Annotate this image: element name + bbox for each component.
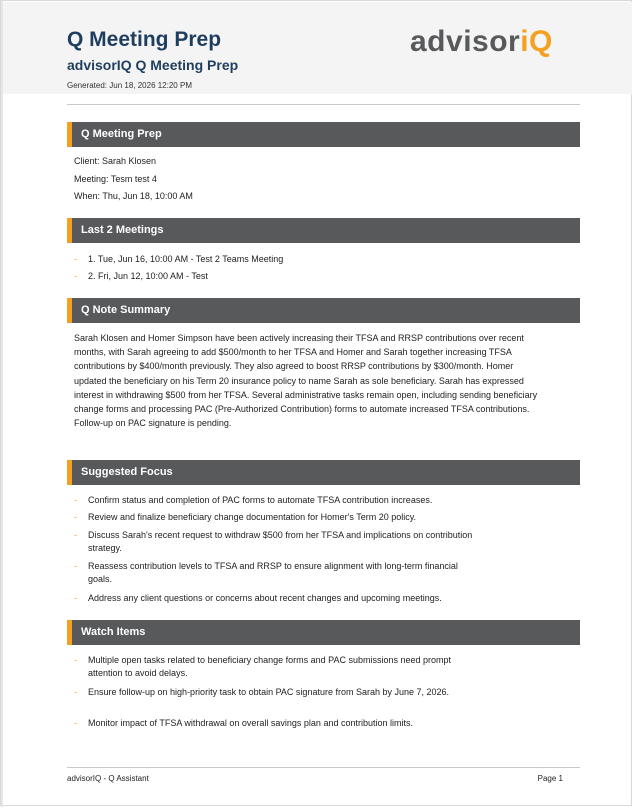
section-heading: Suggested Focus — [81, 466, 173, 478]
list-item — [74, 717, 534, 730]
focus-item: Reassess contribution levels to TFSA and RRSP to ensure alignment with long-term financial goals. — [88, 561, 458, 584]
logo-accent-text: iQ — [520, 25, 553, 58]
bullet-dash-icon: - — [74, 512, 77, 522]
client-line: Client: Sarah Klosen — [74, 156, 157, 166]
watch-item: Ensure follow-up on high-priority task to obtain PAC signature from Sarah by June 7, 2026. — [88, 687, 450, 697]
section-header-watch-items — [67, 620, 580, 645]
bullet-dash-icon: - — [74, 254, 77, 264]
bullet-dash-icon: - — [74, 561, 77, 571]
footer-app-name: advisorIQ - Q Assistant — [67, 774, 149, 783]
page-title: Q Meeting Prep — [67, 28, 222, 51]
watch-item: Monitor impact of TFSA withdrawal on overall savings plan and contribution limits. — [88, 718, 413, 728]
meeting-line: Meeting: Tesm test 4 — [74, 174, 157, 184]
note-summary-text: Sarah Klosen and Homer Simpson have been actively increasing their TFSA and RRSP contributions over recent months, with Sarah agreeing to add $500/month to her TFSA and Homer and Sarah together increasing TFSA contributions by $400/month previously. They also agreed to boost RRSP contributions by $300/month. Homer updated the beneficiary on his Term 20 insurance policy to name Sarah as sole beneficiary. Sarah has expressed interest in withdrawing $500 from her TFSA. Several administrative tasks remain open, including sending beneficiary change forms and processing PAC (Pre-Authorized Contribution) forms to automate increased TFSA contributions. Follow-up on PAC signature is pending. — [74, 333, 538, 429]
list-item — [74, 253, 534, 266]
bullet-dash-icon: - — [74, 655, 77, 665]
logo-main-text: advisor — [410, 25, 521, 58]
focus-item: Discuss Sarah's recent request to withdraw $500 from her TFSA and implications on contribution strategy. — [88, 530, 473, 553]
bullet-dash-icon: - — [74, 271, 77, 281]
section-header-suggested-focus — [67, 460, 580, 485]
list-item — [74, 654, 534, 680]
focus-item: Address any client questions or concerns about recent changes and upcoming meetings. — [88, 593, 442, 603]
list-item — [74, 686, 534, 699]
when-line: When: Thu, Jun 18, 10:00 AM — [74, 191, 193, 201]
section-heading: Watch Items — [81, 626, 146, 638]
meeting-history-item: 1. Tue, Jun 16, 10:00 AM - Test 2 Teams Meeting — [88, 254, 284, 264]
bullet-dash-icon: - — [74, 495, 77, 505]
page-number: Page 1 — [537, 774, 563, 783]
section-heading: Last 2 Meetings — [81, 224, 164, 236]
page-edge — [1, 1, 3, 807]
watch-item: Multiple open tasks related to beneficiary change forms and PAC submissions need prompt attention to avoid delays. — [88, 655, 452, 678]
focus-item: Review and finalize beneficiary change documentation for Homer's Term 20 policy. — [88, 512, 417, 522]
section-heading: Q Note Summary — [81, 304, 171, 316]
list-item — [74, 494, 534, 507]
header-divider — [67, 104, 580, 105]
focus-item: Confirm status and completion of PAC forms to automate TFSA contribution increases. — [88, 495, 433, 505]
list-item — [74, 270, 534, 283]
list-item — [74, 529, 534, 555]
list-item — [74, 511, 534, 524]
section-header-last-meetings — [67, 218, 580, 243]
section-header-note-summary — [67, 298, 580, 323]
section-header-meeting-prep — [67, 122, 580, 147]
meeting-history-item: 2. Fri, Jun 12, 10:00 AM - Test — [88, 271, 208, 281]
generated-timestamp: Generated: Jun 18, 2026 12:20 PM — [67, 81, 192, 90]
bullet-dash-icon: - — [74, 687, 77, 697]
bullet-dash-icon: - — [74, 530, 77, 540]
bullet-dash-icon: - — [74, 718, 77, 728]
advisoriq-logo — [410, 25, 553, 71]
list-item — [74, 560, 534, 586]
list-item — [74, 592, 534, 605]
section-heading: Q Meeting Prep — [81, 128, 162, 140]
page-subtitle: advisorIQ Q Meeting Prep — [67, 57, 239, 73]
bullet-dash-icon: - — [74, 593, 77, 603]
footer-divider — [67, 767, 580, 768]
